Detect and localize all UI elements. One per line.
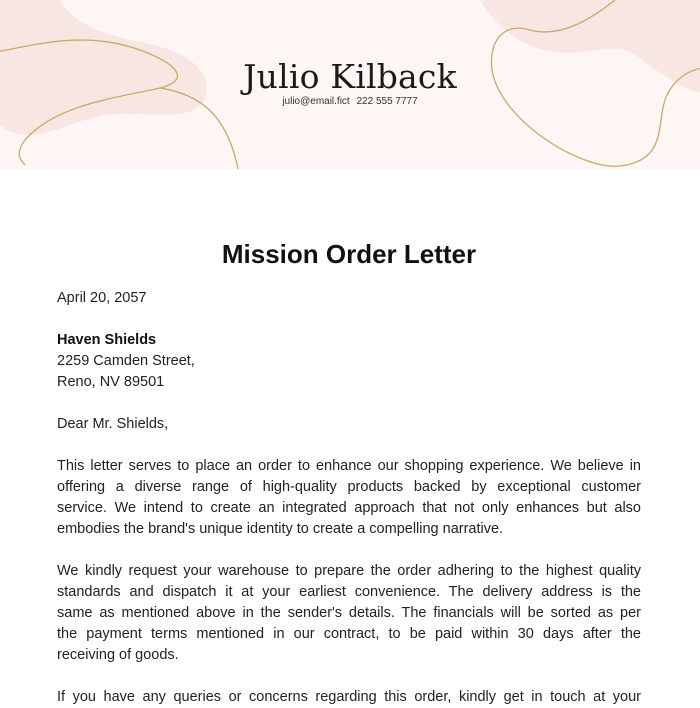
recipient-name: Haven Shields bbox=[57, 332, 157, 348]
paragraph-2 bbox=[57, 561, 641, 666]
sender-name: Julio Kilback bbox=[243, 57, 457, 96]
sender-contact bbox=[0, 96, 700, 108]
recipient-block bbox=[57, 330, 641, 393]
paragraph-line: service. We intend to create an integrated approach that not only enhances but also bbox=[57, 500, 641, 516]
paragraph-line: If you have any queries or concerns regarding this order, kindly get in touch at your bbox=[57, 689, 641, 705]
recipient-city: Reno, NV 89501 bbox=[57, 374, 165, 390]
paragraph-line: We kindly request your warehouse to prepare the order adhering to the highest quality bbox=[57, 563, 641, 579]
paragraph-line: embodies the brand's unique identity to create a compelling narrative. bbox=[57, 521, 504, 537]
paragraph-3 bbox=[57, 687, 641, 708]
paragraph-line: receiving of goods. bbox=[57, 647, 179, 663]
paragraph-line: the payment terms mentioned in our contract, to be paid within 30 days after the bbox=[57, 626, 641, 642]
sender-phone: 222 555 7777 bbox=[356, 96, 418, 107]
salutation: Dear Mr. Shields, bbox=[57, 416, 169, 432]
recipient-street: 2259 Camden Street, bbox=[57, 353, 195, 369]
paragraph-line: offering a diverse range of high-quality products backed by exceptional customer bbox=[57, 479, 641, 495]
paragraph-line: standards and dispatch it at your earliest convenience. The delivery address is the bbox=[57, 584, 641, 600]
letter-body bbox=[57, 236, 641, 708]
paragraph-1 bbox=[57, 456, 641, 540]
paragraph-line: same as mentioned above in the sender's details. The financials will be sorted as per bbox=[57, 605, 641, 621]
letterhead bbox=[0, 0, 700, 169]
sender-email: julio@email.fict bbox=[282, 96, 350, 107]
letter-date: April 20, 2057 bbox=[57, 290, 147, 306]
paragraph-line: This letter serves to place an order to enhance our shopping experience. We believe in bbox=[57, 458, 641, 474]
page-title: Mission Order Letter bbox=[221, 239, 477, 269]
